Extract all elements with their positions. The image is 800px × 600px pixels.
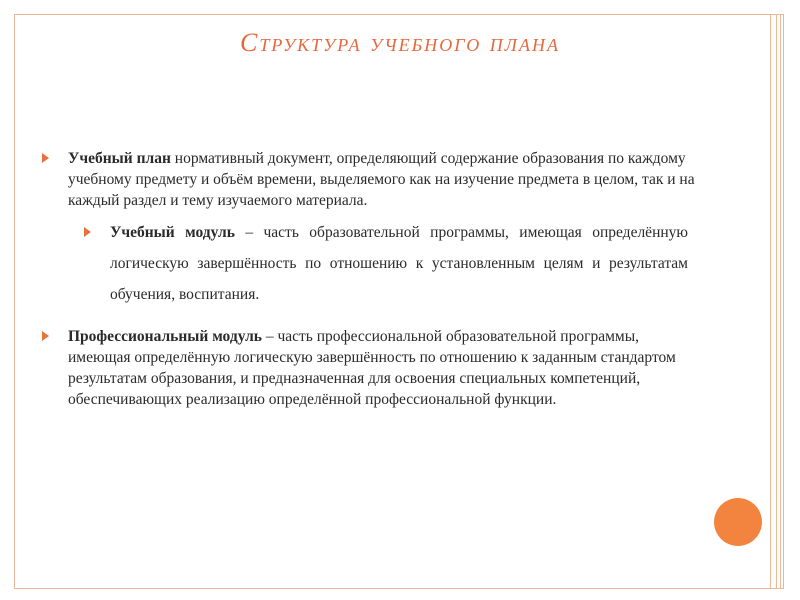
bullet-item-professional-module	[40, 326, 700, 410]
bullet-arrow-icon	[84, 227, 91, 237]
bullet-term: Учебный модуль	[110, 224, 235, 241]
slide-title: Структура учебного плана	[240, 28, 560, 57]
decor-circle	[714, 498, 762, 546]
decor-stripe	[770, 14, 771, 589]
bullet-arrow-icon	[42, 153, 49, 163]
bullet-text: – часть образовательной программы, имеющая определённую логическую завершённость по отношению к установленным целям и результатам обучения, воспитания.	[110, 224, 688, 303]
bullet-term: Профессиональный модуль	[68, 328, 262, 345]
bullet-text: нормативный документ, определяющий содержание образования по каждому учебному предмету и объём времени, выделяемого как на изучение предмета в целом, так и на каждый раздел и тему изучаемого материала.	[68, 150, 695, 209]
bullet-arrow-icon	[42, 331, 49, 341]
sub-bullet-item-module	[82, 217, 688, 310]
bullet-text: – часть профессиональной образовательной программы, имеющая определённую логическую завершённость по отношению к заданным стандартом результатам образования, и предназначенная для освоения специальных компетенций, обеспечивающих реализацию определённой профессиональной функции.	[68, 328, 676, 408]
slide-content	[40, 148, 700, 410]
decor-stripe	[780, 14, 781, 589]
bullet-term: Учебный план	[68, 150, 171, 167]
decor-stripe	[776, 14, 777, 589]
bullet-item-curriculum	[40, 148, 700, 211]
